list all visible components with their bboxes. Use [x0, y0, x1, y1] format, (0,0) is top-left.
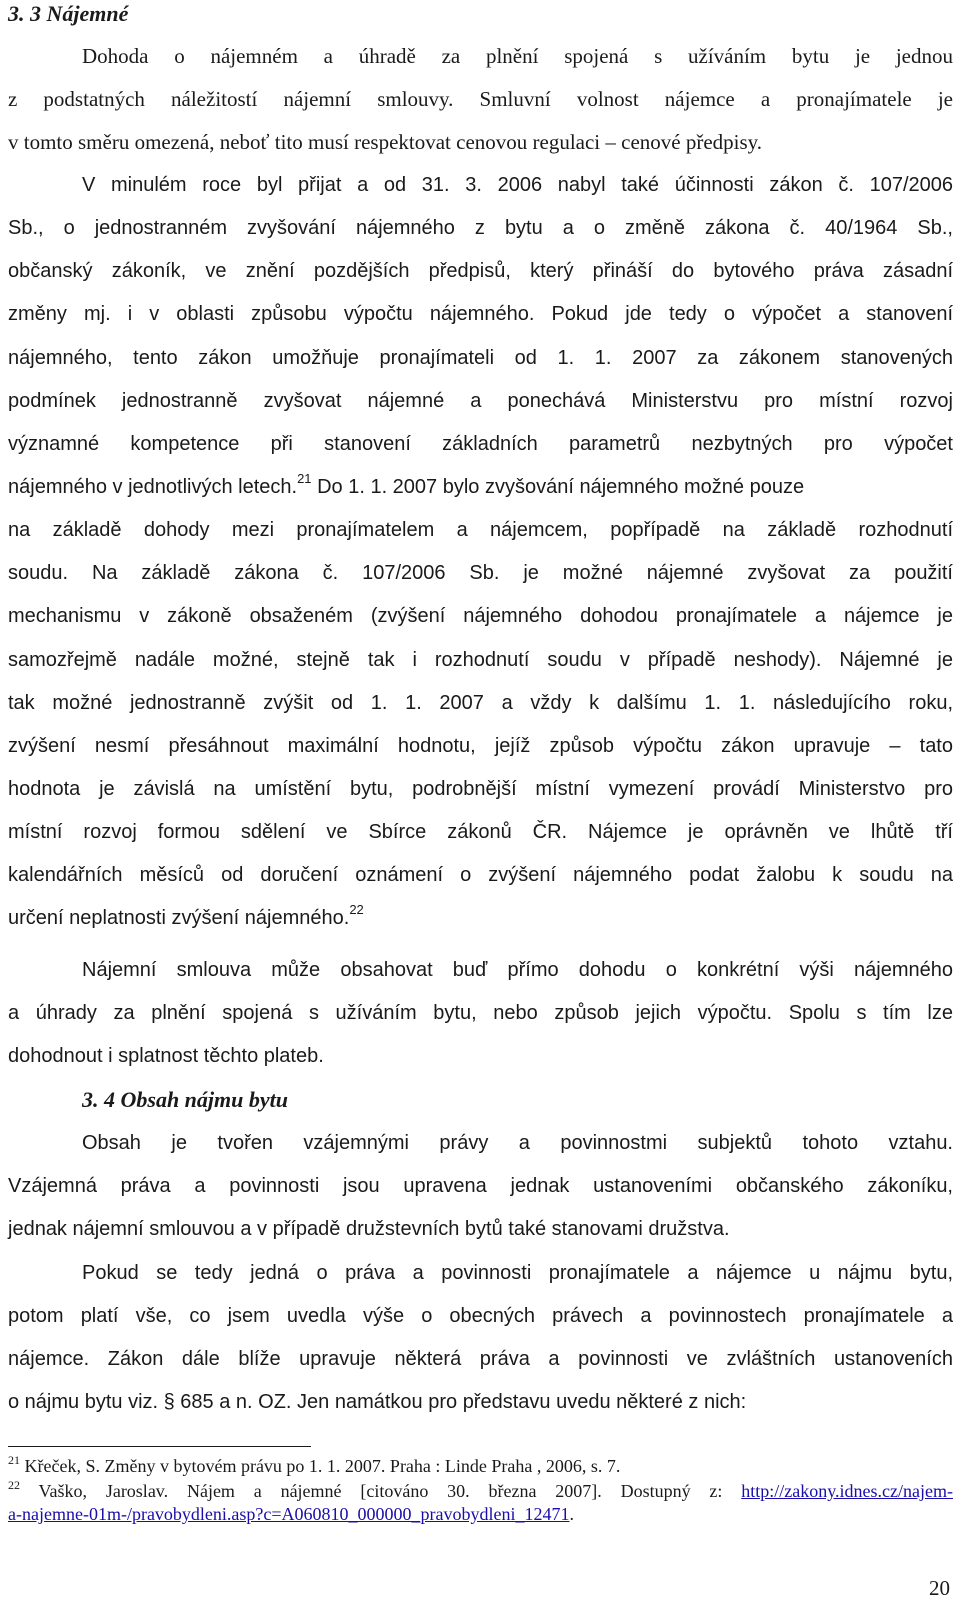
footnote-number: 21 [8, 1453, 20, 1467]
paragraph-text: Do 1. 1. 2007 bylo zvyšování nájemného možné pouze [311, 476, 805, 498]
source-link[interactable]: http://zakony.idnes.cz/najem- [741, 1481, 953, 1501]
footnote-number: 22 [8, 1478, 20, 1492]
section-heading-3-4: 3. 4 Obsah nájmu bytu [82, 1087, 288, 1112]
paragraph-line-with-footnote [8, 902, 953, 932]
paragraph-line: na základě dohody mezi pronajímatelem a nájemcem, popřípadě na základě rozhodnutí [8, 519, 953, 541]
footnote-ref-22: 22 [349, 902, 364, 917]
page-number: 20 [929, 1576, 950, 1600]
paragraph-line: mechanismu v zákoně obsaženém (zvýšení nájemného dohodou pronajímatele a nájemce je [8, 605, 953, 627]
paragraph-line: a úhrady za plnění spojená s užíváním bytu, nebo způsob jejich výpočtu. Spolu s tím lze [8, 1002, 953, 1024]
paragraph-line: V minulém roce byl přijat a od 31. 3. 2006 nabyl také účinnosti zákon č. 107/2006 [82, 174, 953, 196]
paragraph-line: podmínek jednostranně zvyšovat nájemné a ponechává Ministerstvu pro místní rozvoj [8, 390, 953, 412]
footnote-text: Křeček, S. Změny v bytovém právu po 1. 1. 2007. Praha : Linde Praha , 2006, s. 7. [20, 1456, 621, 1476]
paragraph-line: z podstatných náležitostí nájemní smlouvy. Smluvní volnost nájemce a pronajímatele je [8, 87, 953, 111]
paragraph-text: určení neplatnosti zvýšení nájemného. [8, 907, 350, 929]
footnote-text: Vaško, Jaroslav. Nájem a nájemné [citováno 30. března 2007]. Dostupný z: [20, 1481, 742, 1501]
paragraph-line: soudu. Na základě zákona č. 107/2006 Sb. je možné nájemné zvyšovat za použití [8, 562, 953, 584]
footnote-text: . [569, 1504, 575, 1524]
footnote-22-continued [8, 1503, 953, 1525]
footnote-ref-21: 21 [297, 471, 312, 486]
paragraph-line: občanský zákoník, ve znění pozdějších předpisů, který přináší do bytového práva zásadní [8, 260, 953, 282]
paragraph-line: Pokud se tedy jedná o práva a povinnosti pronajímatele a nájemce u nájmu bytu, [82, 1262, 953, 1284]
paragraph-line: hodnota je závislá na umístění bytu, podrobnější místní vymezení provádí Ministerstvo pro [8, 778, 953, 800]
paragraph-line: tak možné jednostranně zvýšit od 1. 1. 2007 a vždy k dalšímu 1. 1. následujícího roku, [8, 692, 953, 714]
paragraph-line: nájemného, tento zákon umožňuje pronajímateli od 1. 1. 2007 za zákonem stanovených [8, 347, 953, 369]
footnote-22 [8, 1480, 953, 1502]
paragraph-line: potom platí vše, co jsem uvedla výše o obecných právech a povinnostech pronajímatele a [8, 1305, 953, 1327]
paragraph-line: o nájmu bytu viz. § 685 a n. OZ. Jen namátkou pro představu uvedu některé z nich: [8, 1391, 747, 1413]
paragraph-line: v tomto směru omezená, neboť tito musí respektovat cenovou regulaci – cenové předpisy. [8, 130, 763, 154]
paragraph-line: Obsah je tvořen vzájemnými právy a povinnostmi subjektů tohoto vztahu. [82, 1132, 953, 1154]
paragraph-line: kalendářních měsíců od doručení oznámení o zvýšení nájemného podat žalobu k soudu na [8, 864, 953, 886]
footnote-separator [8, 1446, 311, 1447]
footnote-21 [8, 1455, 953, 1477]
paragraph-line: samozřejmě nadále možné, stejně tak i rozhodnutí soudu v případě neshody). Nájemné je [8, 649, 953, 671]
paragraph-text: nájemného v jednotlivých letech. [8, 476, 298, 498]
paragraph-line: místní rozvoj formou sdělení ve Sbírce zákonů ČR. Nájemce je oprávněn ve lhůtě tří [8, 821, 953, 843]
paragraph-line: změny mj. i v oblasti způsobu výpočtu nájemného. Pokud jde tedy o výpočet a stanovení [8, 303, 953, 325]
paragraph-line: Sb., o jednostranném zvyšování nájemného z bytu a o změně zákona č. 40/1964 Sb., [8, 217, 953, 239]
section-heading-3-3: 3. 3 Nájemné [8, 1, 129, 26]
paragraph-line: významné kompetence při stanovení základních parametrů nezbytných pro výpočet [8, 433, 953, 455]
paragraph-line: nájemce. Zákon dále blíže upravuje některá práva a povinnosti ve zvláštních ustanoveních [8, 1348, 953, 1370]
paragraph-line: Nájemní smlouva může obsahovat buď přímo dohodu o konkrétní výši nájemného [82, 959, 953, 981]
paragraph-line: zvýšení nesmí přesáhnout maximální hodnotu, jejíž způsob výpočtu zákon upravuje – tato [8, 735, 953, 757]
paragraph-line: dohodnout i splatnost těchto plateb. [8, 1045, 324, 1067]
source-link-continued[interactable]: a-najemne-01m-/pravobydleni.asp?c=A060810_000000_pravobydleni_12471 [8, 1504, 570, 1524]
paragraph-line: jednak nájemní smlouvou a v případě družstevních bytů také stanovami družstva. [8, 1218, 730, 1240]
paragraph-line-with-footnote [8, 471, 953, 501]
paragraph-line: Vzájemná práva a povinnosti jsou upravena jednak ustanoveními občanského zákoníku, [8, 1175, 953, 1197]
paragraph-line: Dohoda o nájemném a úhradě za plnění spojená s užíváním bytu je jednou [82, 44, 953, 68]
